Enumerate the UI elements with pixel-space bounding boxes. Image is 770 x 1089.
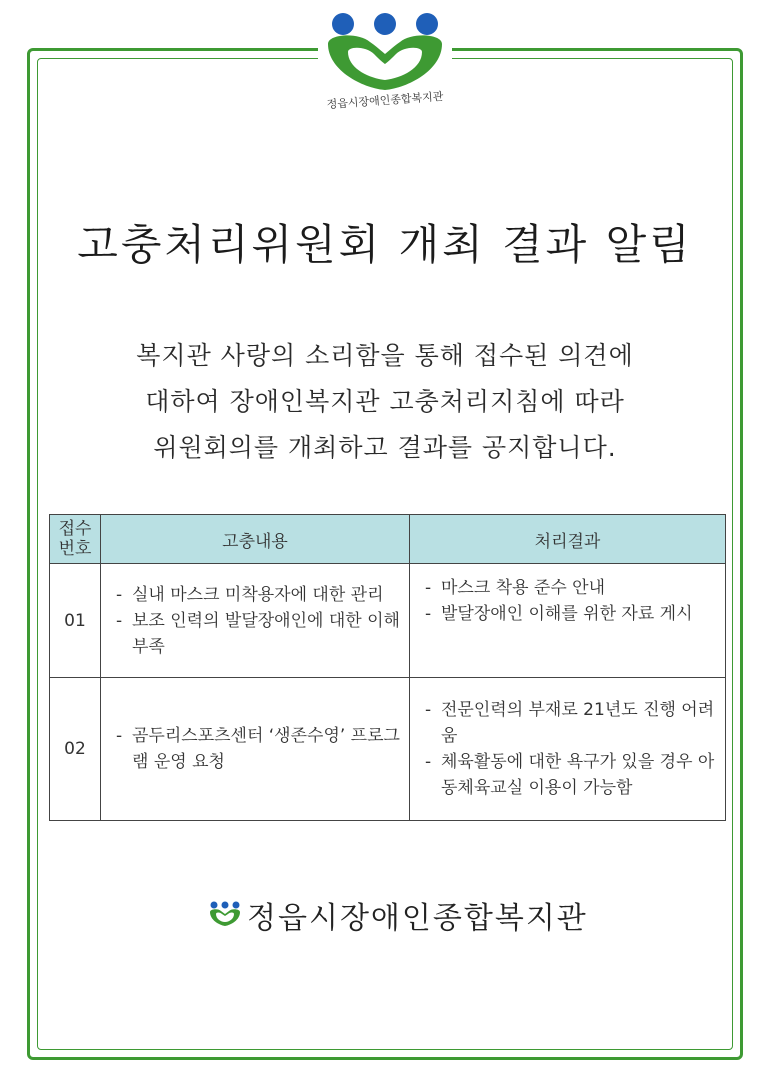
grievance-table bbox=[49, 514, 726, 821]
list-item: - 실내 마스크 미착용자에 대한 관리 bbox=[112, 582, 400, 608]
row-result bbox=[410, 678, 726, 821]
list-item: - 발달장애인 이해를 위한 자료 게시 bbox=[421, 601, 716, 627]
intro-paragraph bbox=[0, 333, 770, 471]
list-item: - 체육활동에 대한 욕구가 있을 경우 아동체육교실 이용이 가능함 bbox=[421, 749, 716, 801]
row-result bbox=[410, 564, 726, 678]
header-processing-result: 처리결과 bbox=[410, 515, 726, 564]
header-receipt-number: 접수 번호 bbox=[50, 515, 101, 564]
notice-title: 고충처리위원회 개최 결과 알림 bbox=[77, 220, 693, 269]
row-number: 02 bbox=[50, 678, 101, 821]
intro-line: 위원회의를 개최하고 결과를 공지합니다. bbox=[153, 433, 617, 462]
list-item: - 마스크 착용 준수 안내 bbox=[421, 575, 716, 601]
table-row bbox=[50, 678, 726, 821]
row-number: 01 bbox=[50, 564, 101, 678]
footer-org-name: 정읍시장애인종합복지관 bbox=[247, 901, 588, 936]
heart-people-logo-icon bbox=[318, 8, 452, 92]
list-item: - 곰두리스포츠센터 ‘생존수영’ 프로그램 운영 요청 bbox=[112, 723, 400, 775]
list-item: - 전문인력의 부재로 21년도 진행 어려움 bbox=[421, 697, 716, 749]
table-row bbox=[50, 564, 726, 678]
table-header-row bbox=[50, 515, 726, 564]
list-item: - 보조 인력의 발달장애인에 대한 이해 부족 bbox=[112, 608, 400, 660]
org-logo bbox=[318, 8, 452, 120]
heart-people-logo-icon bbox=[207, 900, 243, 930]
org-name-logo-caption: 정읍시장애인종합복지관 bbox=[326, 89, 444, 112]
row-content bbox=[101, 564, 410, 678]
header-complaint-content: 고충내용 bbox=[101, 515, 410, 564]
intro-line: 복지관 사랑의 소리함을 통해 접수된 의견에 bbox=[136, 341, 634, 370]
row-content bbox=[101, 678, 410, 821]
footer-signature bbox=[207, 893, 588, 937]
intro-line: 대하여 장애인복지관 고충처리지침에 따라 bbox=[145, 387, 625, 416]
